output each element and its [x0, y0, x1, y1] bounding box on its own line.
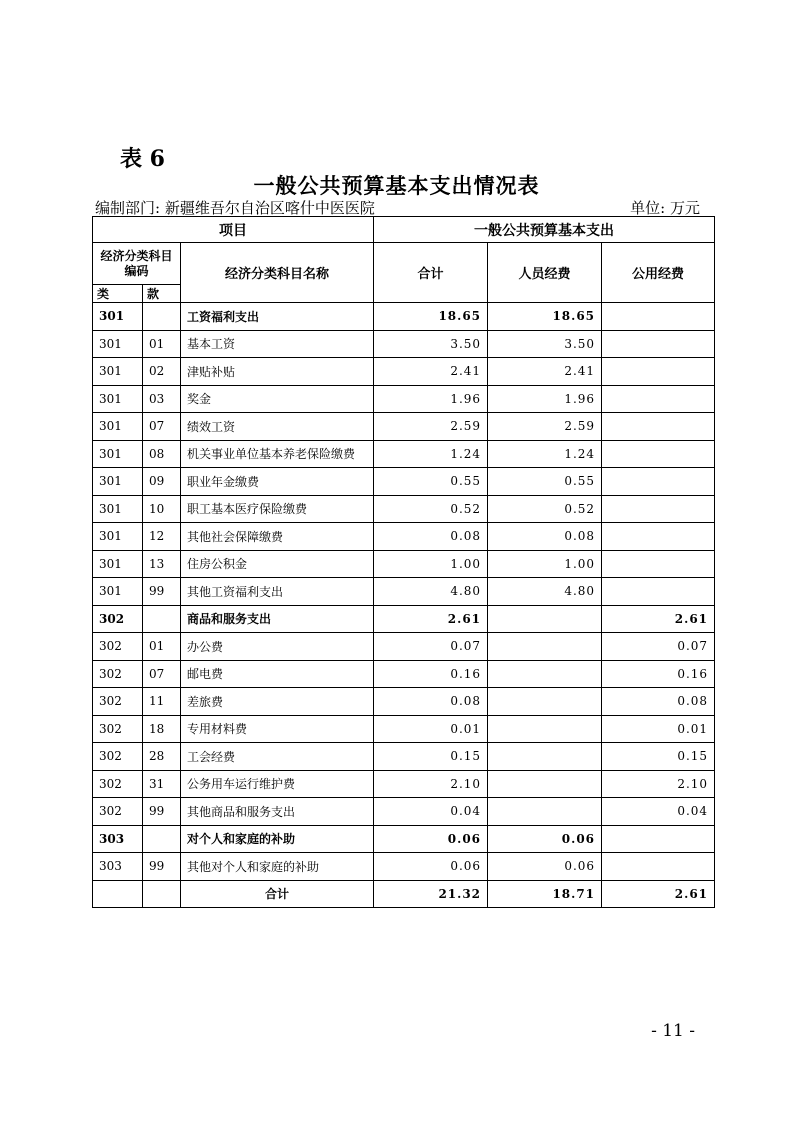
cell-public [602, 523, 715, 551]
cell-total: 0.52 [374, 495, 488, 523]
cell-lei: 302 [93, 633, 143, 661]
header-row-2 [93, 243, 715, 285]
cell-name: 津贴补贴 [181, 358, 374, 386]
cell-lei: 303 [93, 825, 143, 853]
total-label: 合计 [181, 880, 374, 908]
cell-total: 0.01 [374, 715, 488, 743]
cell-lei: 302 [93, 688, 143, 716]
cell-total: 0.08 [374, 523, 488, 551]
cell-name: 工资福利支出 [181, 303, 374, 331]
table-row [93, 385, 715, 413]
cell-name: 差旅费 [181, 688, 374, 716]
table-row [93, 413, 715, 441]
cell-name: 对个人和家庭的补助 [181, 825, 374, 853]
cell-lei: 301 [93, 440, 143, 468]
table-row [93, 440, 715, 468]
cell-name: 机关事业单位基本养老保险缴费 [181, 440, 374, 468]
cell-personnel: 1.96 [488, 385, 602, 413]
cell-total: 0.55 [374, 468, 488, 496]
table-body [93, 303, 715, 881]
cell-public [602, 358, 715, 386]
cell-personnel [488, 688, 602, 716]
cell-kuan: 02 [143, 358, 181, 386]
department-label: 编制部门: 新疆维吾尔自治区喀什中医医院 [95, 199, 375, 217]
cell-kuan: 13 [143, 550, 181, 578]
cell-personnel [488, 633, 602, 661]
cell-kuan: 01 [143, 633, 181, 661]
cell-public: 0.16 [602, 660, 715, 688]
total-public: 2.61 [602, 880, 715, 908]
cell-lei: 301 [93, 330, 143, 358]
table-row [93, 633, 715, 661]
cell-personnel: 18.65 [488, 303, 602, 331]
cell-personnel: 4.80 [488, 578, 602, 606]
cell-kuan: 11 [143, 688, 181, 716]
cell-total: 4.80 [374, 578, 488, 606]
cell-kuan: 10 [143, 495, 181, 523]
table-row [93, 743, 715, 771]
cell-total: 1.00 [374, 550, 488, 578]
cell-kuan: 08 [143, 440, 181, 468]
header-personnel: 人员经费 [488, 243, 602, 303]
table-row [93, 578, 715, 606]
cell-public [602, 853, 715, 881]
cell-personnel: 0.52 [488, 495, 602, 523]
cell-personnel [488, 798, 602, 826]
cell-kuan: 09 [143, 468, 181, 496]
cell-lei: 301 [93, 303, 143, 331]
cell-total: 18.65 [374, 303, 488, 331]
cell-kuan: 18 [143, 715, 181, 743]
table-row [93, 303, 715, 331]
cell-total: 0.07 [374, 633, 488, 661]
table-row [93, 605, 715, 633]
cell-name: 奖金 [181, 385, 374, 413]
cell-personnel [488, 605, 602, 633]
table-row [93, 550, 715, 578]
cell-public [602, 550, 715, 578]
cell-kuan: 01 [143, 330, 181, 358]
table-row [93, 358, 715, 386]
cell-personnel: 0.06 [488, 825, 602, 853]
cell-personnel [488, 743, 602, 771]
cell-public [602, 413, 715, 441]
cell-public: 2.61 [602, 605, 715, 633]
table-row [93, 825, 715, 853]
cell-lei: 301 [93, 358, 143, 386]
cell-lei: 301 [93, 578, 143, 606]
cell-lei: 301 [93, 550, 143, 578]
cell-total: 0.06 [374, 853, 488, 881]
cell-personnel: 0.08 [488, 523, 602, 551]
cell-public: 0.08 [602, 688, 715, 716]
header-project: 项目 [93, 217, 374, 243]
cell-kuan [143, 825, 181, 853]
cell-name: 办公费 [181, 633, 374, 661]
cell-lei: 301 [93, 495, 143, 523]
cell-kuan: 07 [143, 413, 181, 441]
cell-public: 0.01 [602, 715, 715, 743]
cell-personnel [488, 660, 602, 688]
cell-name: 住房公积金 [181, 550, 374, 578]
budget-table [92, 216, 715, 908]
cell-total: 0.04 [374, 798, 488, 826]
header-kuan: 款 [143, 285, 181, 303]
cell-lei: 302 [93, 605, 143, 633]
document-title: 一般公共预算基本支出情况表 [253, 173, 540, 198]
cell-kuan: 99 [143, 853, 181, 881]
cell-total: 2.61 [374, 605, 488, 633]
cell-personnel [488, 770, 602, 798]
total-personnel: 18.71 [488, 880, 602, 908]
total-total: 21.32 [374, 880, 488, 908]
cell-lei: 301 [93, 468, 143, 496]
cell-kuan: 07 [143, 660, 181, 688]
table-row [93, 853, 715, 881]
header-total: 合计 [374, 243, 488, 303]
header-public: 公用经费 [602, 243, 715, 303]
cell-name: 工会经费 [181, 743, 374, 771]
cell-lei: 301 [93, 413, 143, 441]
cell-total: 1.96 [374, 385, 488, 413]
cell-total: 0.08 [374, 688, 488, 716]
cell-lei: 301 [93, 385, 143, 413]
cell-kuan: 12 [143, 523, 181, 551]
cell-public [602, 385, 715, 413]
total-kuan-cell [143, 880, 181, 908]
header-lei: 类 [93, 285, 143, 303]
cell-public [602, 578, 715, 606]
table-row [93, 770, 715, 798]
cell-lei: 302 [93, 798, 143, 826]
unit-label: 单位: 万元 [630, 199, 700, 217]
cell-personnel: 0.06 [488, 853, 602, 881]
cell-name: 其他对个人和家庭的补助 [181, 853, 374, 881]
cell-public [602, 495, 715, 523]
cell-name: 职业年金缴费 [181, 468, 374, 496]
cell-public [602, 825, 715, 853]
cell-public [602, 303, 715, 331]
cell-personnel: 0.55 [488, 468, 602, 496]
table-label: 表 6 [120, 146, 165, 172]
table-row [93, 798, 715, 826]
cell-public [602, 330, 715, 358]
cell-personnel: 1.00 [488, 550, 602, 578]
cell-personnel: 2.59 [488, 413, 602, 441]
cell-public [602, 440, 715, 468]
table-row [93, 468, 715, 496]
cell-name: 职工基本医疗保险缴费 [181, 495, 374, 523]
table-row [93, 715, 715, 743]
header-code: 经济分类科目编码 [93, 243, 181, 285]
cell-personnel: 3.50 [488, 330, 602, 358]
cell-lei: 303 [93, 853, 143, 881]
cell-total: 2.59 [374, 413, 488, 441]
cell-name: 商品和服务支出 [181, 605, 374, 633]
table-row [93, 688, 715, 716]
header-row-1 [93, 217, 715, 243]
cell-public: 0.15 [602, 743, 715, 771]
cell-name: 邮电费 [181, 660, 374, 688]
cell-lei: 302 [93, 715, 143, 743]
cell-lei: 302 [93, 770, 143, 798]
cell-kuan [143, 303, 181, 331]
cell-total: 2.41 [374, 358, 488, 386]
cell-personnel: 1.24 [488, 440, 602, 468]
cell-total: 1.24 [374, 440, 488, 468]
cell-lei: 302 [93, 743, 143, 771]
header-budget: 一般公共预算基本支出 [374, 217, 715, 243]
cell-personnel: 2.41 [488, 358, 602, 386]
cell-lei: 301 [93, 523, 143, 551]
cell-kuan: 99 [143, 578, 181, 606]
cell-total: 2.10 [374, 770, 488, 798]
cell-public [602, 468, 715, 496]
cell-name: 其他社会保障缴费 [181, 523, 374, 551]
header-name: 经济分类科目名称 [181, 243, 374, 303]
cell-public: 0.07 [602, 633, 715, 661]
cell-kuan: 28 [143, 743, 181, 771]
cell-name: 基本工资 [181, 330, 374, 358]
cell-personnel [488, 715, 602, 743]
cell-public: 2.10 [602, 770, 715, 798]
table-row [93, 660, 715, 688]
cell-total: 0.16 [374, 660, 488, 688]
cell-name: 公务用车运行维护费 [181, 770, 374, 798]
total-row [93, 880, 715, 908]
total-lei-cell [93, 880, 143, 908]
cell-kuan: 99 [143, 798, 181, 826]
cell-total: 0.06 [374, 825, 488, 853]
cell-name: 其他工资福利支出 [181, 578, 374, 606]
cell-total: 0.15 [374, 743, 488, 771]
table-row [93, 523, 715, 551]
cell-lei: 302 [93, 660, 143, 688]
cell-total: 3.50 [374, 330, 488, 358]
table-row [93, 330, 715, 358]
cell-name: 其他商品和服务支出 [181, 798, 374, 826]
cell-public: 0.04 [602, 798, 715, 826]
cell-kuan: 03 [143, 385, 181, 413]
page-number: - 11 - [651, 1021, 695, 1041]
cell-name: 绩效工资 [181, 413, 374, 441]
cell-kuan: 31 [143, 770, 181, 798]
cell-name: 专用材料费 [181, 715, 374, 743]
table-row [93, 495, 715, 523]
cell-kuan [143, 605, 181, 633]
